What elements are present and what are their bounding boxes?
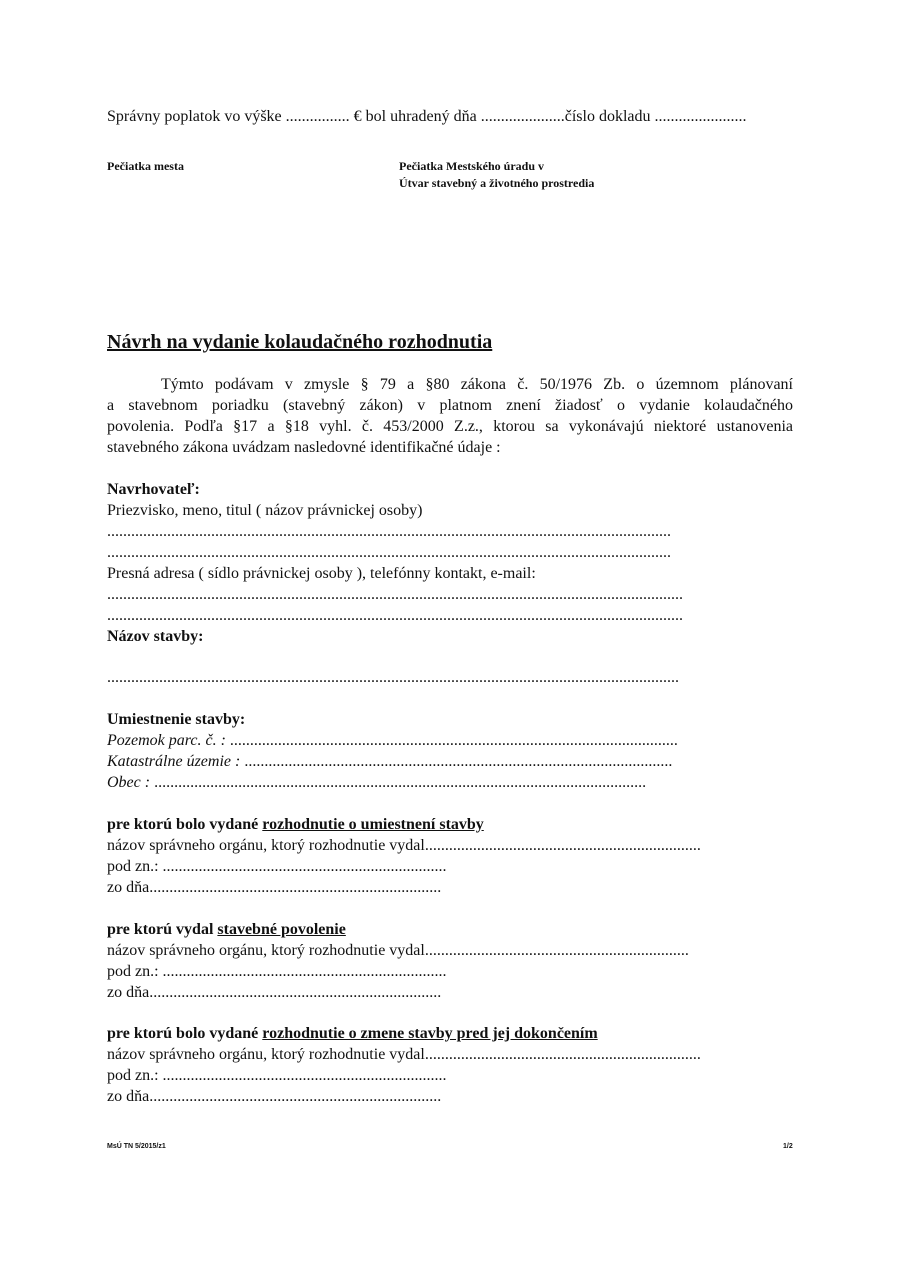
decision1-authority-field[interactable]: názov správneho orgánu, ktorý rozhodnutie vydal.....................................................................	[107, 837, 701, 854]
decision2-date-field[interactable]: zo dňa.........................................................................	[107, 984, 442, 1001]
decision2-ref-field[interactable]: pod zn.: .......................................................................	[107, 963, 447, 980]
decision3-heading-underlined: rozhodnutie o zmene stavby pred jej dokončením	[262, 1025, 598, 1042]
building-heading: Názov stavby:	[107, 628, 204, 645]
applicant-address-field-1[interactable]: ................................................................................................................................................	[107, 586, 683, 603]
decision2-heading	[107, 920, 346, 940]
municipality-row	[107, 773, 791, 793]
decision2-heading-underlined: stavebné povolenie	[217, 921, 346, 938]
cadastre-row	[107, 752, 793, 772]
office-stamp-label-2: Útvar stavebný a životného prostredia	[399, 176, 595, 190]
document-title: Návrh na vydanie kolaudačného rozhodnutia	[107, 331, 493, 353]
fee-line: Správny poplatok vo výške ................ € bol uhradený dňa .....................číslo dokladu .......................	[107, 108, 747, 125]
applicant-address-field-2[interactable]: ................................................................................................................................................	[107, 607, 683, 624]
municipality-label: Obec :	[107, 774, 151, 791]
location-heading: Umiestnenie stavby:	[107, 711, 246, 728]
intro-line-4: stavebného zákona uvádzam nasledovné identifikačné údaje :	[107, 439, 501, 456]
municipality-field[interactable]: ...........................................................................................................................	[154, 774, 647, 791]
parcel-label: Pozemok parc. č. :	[107, 732, 226, 749]
decision2-heading-prefix: pre ktorú vydal	[107, 921, 218, 938]
decision3-heading-prefix: pre ktorú bolo vydané	[107, 1025, 263, 1042]
decision1-ref-field[interactable]: pod zn.: .......................................................................	[107, 858, 447, 875]
parcel-row	[107, 731, 793, 751]
decision3-heading	[107, 1024, 598, 1044]
applicant-heading: Navrhovateľ:	[107, 481, 200, 498]
footer-page-number: 1/2	[783, 1143, 793, 1150]
applicant-name-field-2[interactable]: .............................................................................................................................................	[107, 544, 671, 561]
decision1-heading-underlined: rozhodnutie o umiestnení stavby	[262, 816, 484, 833]
decision1-heading	[107, 815, 484, 835]
cadastre-label: Katastrálne územie :	[107, 753, 241, 770]
applicant-name-label: Priezvisko, meno, titul ( názov právnickej osoby)	[107, 502, 423, 519]
applicant-address-label: Presná adresa ( sídlo právnickej osoby ), telefónny kontakt, e-mail:	[107, 565, 536, 582]
decision3-date-field[interactable]: zo dňa.........................................................................	[107, 1088, 442, 1105]
city-stamp-label: Pečiatka mesta	[107, 159, 184, 173]
footer-form-code: MsÚ TN 5/2015/z1	[107, 1143, 166, 1150]
decision3-authority-field[interactable]: názov správneho orgánu, ktorý rozhodnutie vydal.....................................................................	[107, 1046, 701, 1063]
intro-paragraph	[107, 374, 793, 458]
applicant-name-field-1[interactable]: .............................................................................................................................................	[107, 523, 671, 540]
office-stamp-label-1: Pečiatka Mestského úradu v	[399, 159, 544, 173]
parcel-field[interactable]: ................................................................................................................	[229, 732, 678, 749]
intro-line-1: Týmto podávam v zmysle § 79 a §80 zákona č. 50/1976 Zb. o územnom plánovaní	[161, 376, 793, 393]
decision3-ref-field[interactable]: pod zn.: .......................................................................	[107, 1067, 447, 1084]
cadastre-field[interactable]: ...........................................................................................................	[244, 753, 673, 770]
building-name-field[interactable]: ...............................................................................................................................................	[107, 669, 679, 686]
intro-line-2: a stavebnom poriadku (stavebný zákon) v platnom znení žiadosť o vydanie kolaudačného	[107, 397, 793, 414]
intro-line-3: povolenia. Podľa §17 a §18 vyhl. č. 453/2000 Z.z., ktorou sa vykonávajú niektoré ustanovenia	[107, 418, 793, 435]
decision2-authority-field[interactable]: názov správneho orgánu, ktorý rozhodnutie vydal..................................................................	[107, 942, 689, 959]
decision1-date-field[interactable]: zo dňa.........................................................................	[107, 879, 442, 896]
decision1-heading-prefix: pre ktorú bolo vydané	[107, 816, 263, 833]
